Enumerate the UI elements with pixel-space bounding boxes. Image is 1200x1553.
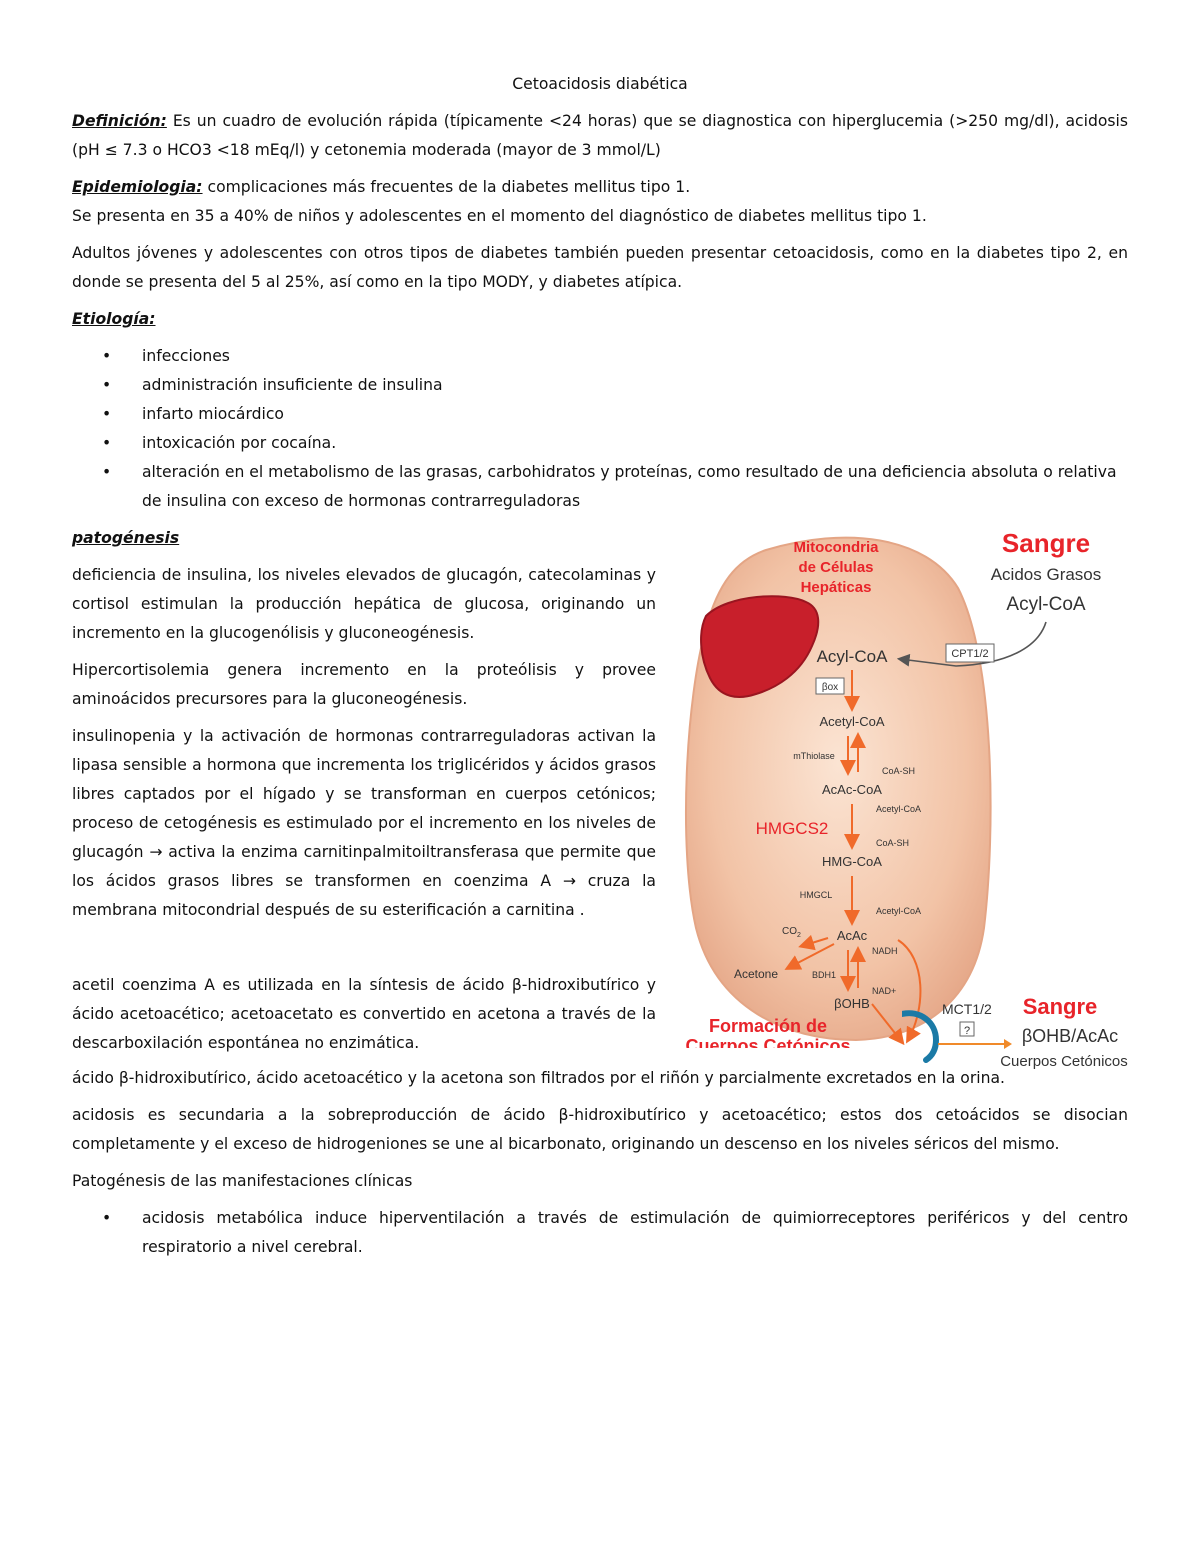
etiology-heading: Etiología:: [72, 310, 156, 328]
pathogenesis-p3: insulinopenia y la activación de hormonas contrarreguladoras activan la lipasa sensible a hormona que incrementa los triglicéridos y ácidos grasos libres captados por el hígado y se transforman en cuerpos cetónicos; proceso de cetogénesis es estimulado por el incremento en los niveles de glucagón → activa la enzima carnitinpalmitoiltransferasa que permite que los ácidos grasos libres se transformen en coenzima A → cruza la membrana mitocondrial después de su esterificación a carnitina .: [72, 727, 656, 919]
pathogenesis-p1: deficiencia de insulina, los niveles elevados de glucagón, catecolaminas y cortisol estimulan la producción hepática de glucosa, originando un incremento en la glucogenólisis y gluconeogénesis.: [72, 566, 656, 642]
acetone-label: Acetone: [733, 967, 779, 981]
epidemiology-line2: Se presenta en 35 a 40% de niños y adolescentes en el momento del diagnóstico de diabetes mellitus tipo 1.: [72, 207, 927, 225]
acidos-grasos-label: Acidos Grasos: [990, 565, 1102, 584]
ketogenesis-diagram: [676, 528, 1136, 1048]
epidemiology-line1: [72, 173, 1128, 202]
cuerpos-label: Cuerpos Cetónicos: [1000, 1053, 1128, 1070]
pathogenesis-section: [72, 524, 1128, 1056]
pathogenesis-p6: acidosis es secundaria a la sobreproducción de ácido β-hidroxibutírico y acetoacético; estos dos cetoácidos se disocian completamente y el exceso de hidrogeniones se une al bicarbonato, originando un descenso en los niveles séricos del mismo.: [72, 1106, 1128, 1153]
transporter-svg: [902, 994, 1132, 1074]
mito-label-3: Hepáticas: [800, 579, 872, 596]
acac-label: AcAc: [836, 928, 868, 943]
mthiolase-label: mThiolase: [793, 751, 835, 761]
list-item: • administración insuficiente de insulina: [72, 371, 1128, 400]
etiology-list: [72, 342, 1128, 516]
document-page: [72, 70, 1128, 1262]
acetyl-coa-2-label: Acetyl-CoA: [876, 804, 922, 814]
acetyl-coa-label: Acetyl-CoA: [819, 714, 885, 729]
definition-paragraph: [72, 107, 1128, 165]
bohb-acac-label: βOHB/AcAc: [1021, 1026, 1119, 1046]
acyl-coa-blood-label: Acyl-CoA: [1006, 594, 1086, 615]
sangre-bottom-label: Sangre: [1022, 994, 1098, 1019]
hmgcl-label: HMGCL: [799, 890, 833, 900]
list-item: • acidosis metabólica induce hiperventilación a través de estimulación de quimiorreceptores periféricos y del centro respiratorio a nivel cerebral.: [72, 1204, 1128, 1262]
formacion-label-1: Formación de: [708, 1016, 828, 1036]
epidemiology-paragraph2: Adultos jóvenes y adolescentes con otros tipos de diabetes también pueden presentar cetoacidosis, como en la diabetes tipo 2, en donde se presenta del 5 al 25%, así como en la tipo MODY, y diabetes atípica.: [72, 244, 1128, 291]
hmg-coa-label: HMG-CoA: [822, 854, 882, 869]
definition-text: Es un cuadro de evolución rápida (típicamente <24 horas) que se diagnostica con hiperglucemia (>250 mg/dl), acidosis (pH ≤ 7.3 o HCO3 <18 mEq/l) y cetonemia moderada (mayor de 3 mmol/L): [72, 112, 1128, 159]
acetyl-coa-3-label: Acetyl-CoA: [876, 906, 922, 916]
pathogenesis-p5: ácido β-hidroxibutírico, ácido acetoacético y la acetona son filtrados por el riñón y parcialmente excretados en la orina.: [72, 1069, 1005, 1087]
hmgcs2-label: HMGCS2: [755, 819, 829, 838]
mct-question: ?: [963, 1025, 971, 1037]
acac-coa-label: AcAc-CoA: [822, 782, 882, 797]
nad-label: NAD+: [872, 986, 897, 996]
list-item: • intoxicación por cocaína.: [72, 429, 1128, 458]
mito-label-1: Mitocondria: [793, 539, 879, 556]
co2-label: $CO_2$: [782, 926, 801, 939]
list-item: • infarto miocárdico: [72, 400, 1128, 429]
list-item: • alteración en el metabolismo de las grasas, carbohidratos y proteínas, como resultado de una deficiencia absoluta o relativa de insulina con exceso de hormonas contrarreguladoras: [72, 458, 1128, 516]
list-item: • infecciones: [72, 342, 1128, 371]
mito-label-2: de Células: [798, 559, 874, 576]
manifestations-list: [72, 1204, 1128, 1262]
mct-label: MCT1/2: [942, 1001, 992, 1017]
mct-channel-shape: [902, 1013, 936, 1060]
epidemiology-text: complicaciones más frecuentes de la diabetes mellitus tipo 1.: [207, 178, 691, 196]
sangre-top-label: Sangre: [1001, 528, 1091, 558]
beta-ox-label: βox: [821, 682, 839, 693]
coa-sh-1-label: CoA-SH: [882, 766, 916, 776]
epidemiology-heading: Epidemiologia:: [72, 178, 203, 196]
cpt-label: CPT1/2: [951, 648, 989, 660]
definition-heading: Definición:: [72, 112, 167, 130]
acyl-coa-label: Acyl-CoA: [816, 647, 888, 666]
document-title: Cetoacidosis diabética: [512, 75, 688, 93]
bohb-label: βOHB: [834, 996, 870, 1011]
export-arrowhead: [1004, 1039, 1012, 1049]
bdh1-label: BDH1: [811, 970, 837, 980]
coa-sh-2-label: CoA-SH: [876, 838, 910, 848]
nadh-label: NADH: [872, 946, 898, 956]
formacion-label-2: Cuerpos Cetónicos: [685, 1036, 851, 1048]
pathogenesis-p4: acetil coenzima A es utilizada en la síntesis de ácido β-hidroxibutírico y ácido acetoacético; acetoacetato es convertido en acetona a través de la descarboxilación espontánea no enzimática.: [72, 976, 656, 1052]
ketogenesis-svg: [676, 528, 1136, 1048]
pathogenesis-heading: patogénesis: [72, 529, 180, 547]
pathogenesis-p2: Hipercortisolemia genera incremento en la proteólisis y provee aminoácidos precursores para la gluconeogénesis.: [72, 661, 656, 708]
manifestations-heading: Patogénesis de las manifestaciones clínicas: [72, 1172, 413, 1190]
